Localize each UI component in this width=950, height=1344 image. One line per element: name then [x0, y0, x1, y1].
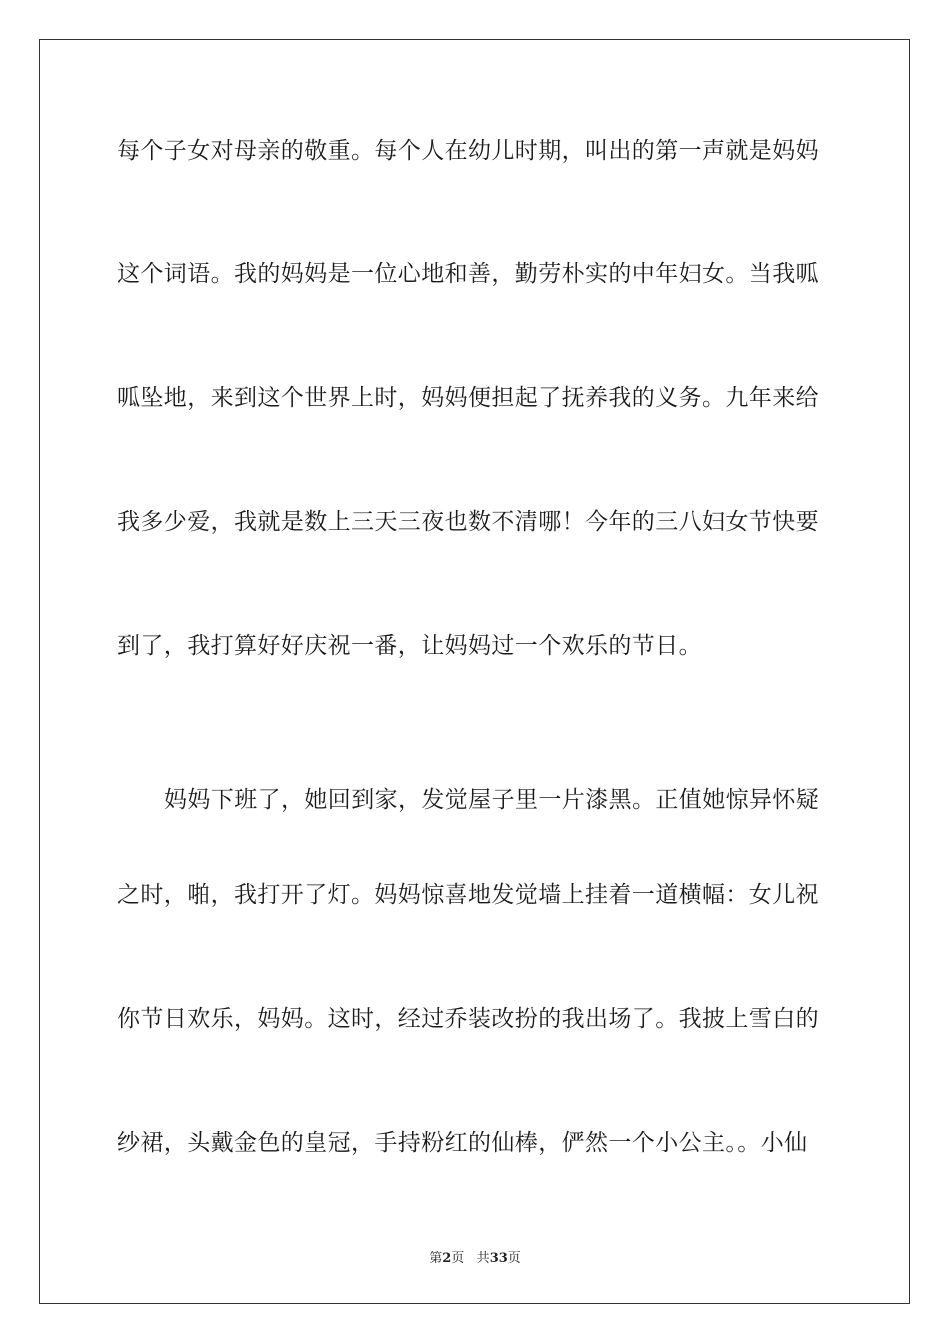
page-label-prefix: 第 — [429, 1251, 443, 1266]
page-border — [39, 39, 910, 1304]
total-pages: 33 — [489, 1251, 508, 1266]
page-label-suffix: 页 — [451, 1251, 465, 1266]
total-label-prefix: 共 — [476, 1251, 490, 1266]
text-line-9: 纱裙，头戴金色的皇冠，手持粉红的仙棒，俨然一个小公主。。小仙 — [117, 1130, 808, 1156]
text-line-8: 你节日欢乐，妈妈。这时，经过乔装改扮的我出场了。我披上雪白的 — [117, 1006, 819, 1032]
text-line-5: 到了，我打算好好庆祝一番，让妈妈过一个欢乐的节日。 — [117, 633, 702, 659]
page-number: 2 — [442, 1251, 452, 1266]
text-line-6-paragraph-start: 妈妈下班了，她回到家，发觉屋子里一片漆黑。正值她惊异怀疑 — [164, 787, 820, 813]
text-line-7: 之时，啪，我打开了灯。妈妈惊喜地发觉墙上挂着一道横幅：女儿祝 — [117, 882, 819, 908]
text-line-3: 呱坠地，来到这个世界上时，妈妈便担起了抚养我的义务。九年来给 — [117, 385, 819, 411]
text-line-1: 每个子女对母亲的敬重。每个人在幼儿时期，叫出的第一声就是妈妈 — [117, 138, 819, 164]
text-line-2: 这个词语。我的妈妈是一位心地和善，勤劳朴实的中年妇女。当我呱 — [117, 261, 819, 287]
total-label-suffix: 页 — [507, 1251, 521, 1266]
text-line-4: 我多少爱，我就是数上三天三夜也数不清哪！今年的三八妇女节快要 — [117, 509, 819, 535]
page-footer — [0, 1247, 950, 1266]
